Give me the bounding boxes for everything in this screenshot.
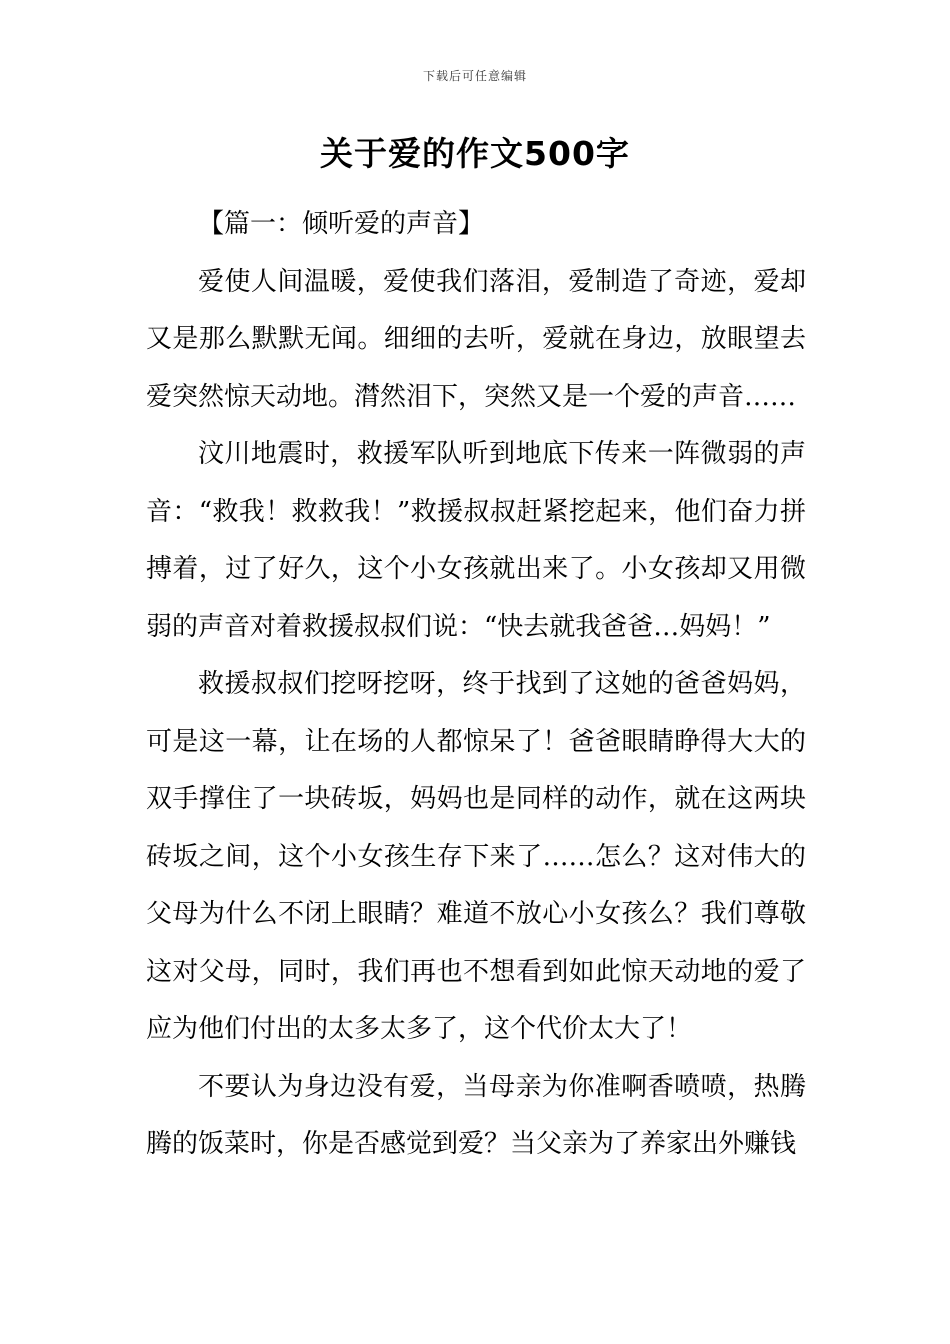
- document-title: 关于爱的作文500字: [320, 134, 630, 173]
- paragraph-3: 救援叔叔们挖呀挖呀，终于找到了这她的爸爸妈妈，可是这一幕，让在场的人都惊呆了！爸爸眼睛睁得大大的双手撑住了一块砖坂，妈妈也是同样的动作，就在这两块砖坂之间，这个小女孩生存下来了……怎么？这对伟大的父母为什么不闭上眼睛？难道不放心小女孩么？我们尊敬这对父母，同时，我们再也不想看到如此惊天动地的爱了应为他们付出的太多太多了，这个代价太大了！: [146, 669, 806, 1044]
- header-note: 下载后可任意编辑: [422, 69, 527, 83]
- document-body: [146, 196, 806, 1174]
- paragraph-2: 汶川地震时，救援军队听到地底下传来一阵微弱的声音：“救我！救救我！”救援叔叔赶紧挖起来，他们奋力拼搏着，过了好久，这个小女孩就出来了。小女孩却又用微弱的声音对着救援叔叔们说：“快去就我爸爸…妈妈！”: [146, 439, 806, 642]
- paragraph-4: 不要认为身边没有爱，当母亲为你准啊香喷喷，热腾腾的饭菜时，你是否感觉到爱？当父亲为了养家出外赚钱: [146, 1071, 806, 1159]
- section-heading: 【篇一：倾听爱的声音】: [198, 209, 485, 239]
- paragraph-1: 爱使人间温暖，爱使我们落泪，爱制造了奇迹，爱却又是那么默默无闻。细细的去听，爱就在身边，放眼望去爱突然惊天动地。潸然泪下，突然又是一个爱的声音……: [146, 266, 806, 412]
